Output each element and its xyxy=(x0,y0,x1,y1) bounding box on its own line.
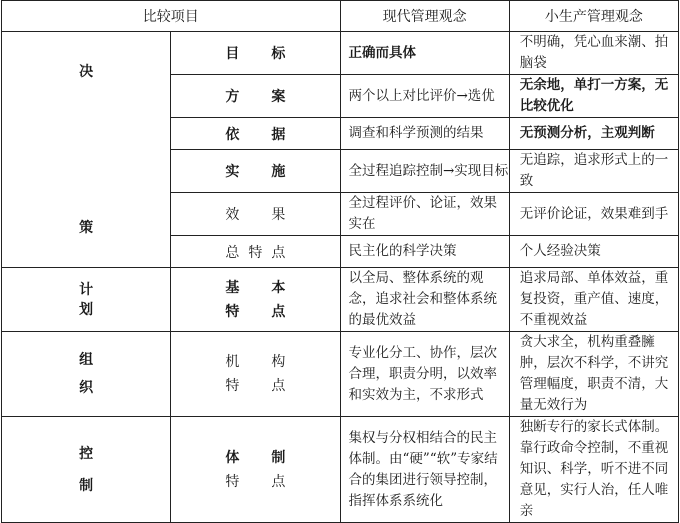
table-header-row xyxy=(2,1,679,32)
table-row xyxy=(2,332,679,417)
comparison-table xyxy=(1,0,679,523)
modern-cell: 以全局、整体系统的观念，追求社会和整体系统的最优效益 xyxy=(340,268,509,332)
item-label-line: 特点 xyxy=(225,378,286,394)
table-row xyxy=(2,32,679,75)
small-cell: 不明确，凭心血来潮、拍脑袋 xyxy=(509,32,678,75)
item-label: 目标 xyxy=(225,46,286,62)
small-cell: 独断专行的家长式体制。靠行政命令控制，不重视知识、科学，听不进不同意见，实行人治，任人唯亲 xyxy=(509,417,678,523)
item-cell xyxy=(171,75,340,118)
group-label-zuzhi xyxy=(2,332,171,417)
group-char: 决 xyxy=(79,63,94,80)
small-cell: 个人经验决策 xyxy=(509,236,678,268)
item-label: 方案 xyxy=(225,89,286,105)
item-cell xyxy=(171,118,340,150)
small-cell: 无余地，单打一方案，无比较优化 xyxy=(509,75,678,118)
item-label-line: 基本 xyxy=(225,279,286,296)
group-char: 控 xyxy=(79,445,94,462)
table-row xyxy=(2,268,679,332)
group-char: 组 xyxy=(79,352,94,368)
header-compare-items: 比较项目 xyxy=(2,1,341,32)
group-label-kongzhi xyxy=(2,417,171,523)
modern-cell: 两个以上对比评价→选优 xyxy=(340,75,509,118)
small-cell: 无预测分析，主观判断 xyxy=(509,118,678,150)
modern-cell: 民主化的科学决策 xyxy=(340,236,509,268)
small-cell: 无追踪，追求形式上的一致 xyxy=(509,150,678,193)
item-label: 实施 xyxy=(225,164,286,180)
modern-cell: 全过程追踪控制→实现目标 xyxy=(340,150,509,193)
item-label-line: 体制 xyxy=(225,449,286,466)
item-cell xyxy=(171,332,340,417)
item-label: 效果 xyxy=(225,207,286,223)
item-label-line: 机构 xyxy=(225,354,286,370)
group-char: 划 xyxy=(79,301,94,318)
item-cell xyxy=(171,268,340,332)
item-cell xyxy=(171,150,340,193)
small-cell: 无评价论证，效果难到手 xyxy=(509,193,678,236)
modern-cell: 集权与分权相结合的民主体制。由“硬”“软”专家结合的集团进行领导控制，指挥体系系统化 xyxy=(340,417,509,523)
small-cell: 追求局部、单体效益，重复投资，重产值、速度，不重视效益 xyxy=(509,268,678,332)
item-label-line: 特点 xyxy=(225,303,286,320)
item-label-line: 特点 xyxy=(225,473,286,490)
group-label-juece xyxy=(2,32,171,268)
group-char: 制 xyxy=(79,477,94,494)
header-modern-concept: 现代管理观念 xyxy=(340,1,509,32)
item-cell xyxy=(171,193,340,236)
modern-cell: 专业化分工、协作，层次合理，职责分明，以效率和实效为主，不求形式 xyxy=(340,332,509,417)
item-label: 依据 xyxy=(225,126,286,143)
item-cell xyxy=(171,32,340,75)
table-row xyxy=(2,417,679,523)
group-char: 计 xyxy=(79,281,94,298)
group-char: 织 xyxy=(79,380,94,396)
group-char: 策 xyxy=(79,219,94,236)
item-cell xyxy=(171,417,340,523)
group-label-jihua xyxy=(2,268,171,332)
modern-cell: 调查和科学预测的结果 xyxy=(340,118,509,150)
modern-cell: 全过程评价、论证，效果实在 xyxy=(340,193,509,236)
item-cell xyxy=(171,236,340,268)
small-cell: 贪大求全，机构重叠臃肿，层次不科学，不讲究管理幅度，职责不清，大量无效行为 xyxy=(509,332,678,417)
modern-cell: 正确而具体 xyxy=(340,32,509,75)
item-label: 总特点 xyxy=(225,244,286,261)
header-smallscale-concept: 小生产管理观念 xyxy=(509,1,678,32)
